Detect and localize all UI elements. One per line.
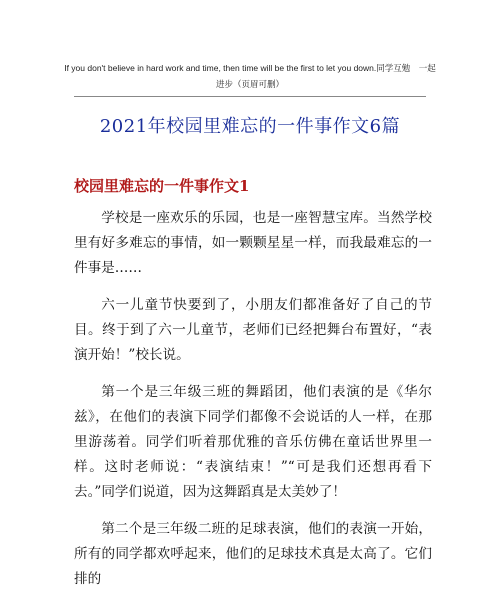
page-header-note: If you don't believe in hard work and time, then time will be the first to let you down.同学互勉 一起进步（页眉可删） xyxy=(64,63,436,89)
paragraph: 第二个是三年级二班的足球表演，他们的表演一开始，所有的同学都欢呼起来，他们的足球技术真是太高了。它们排的 xyxy=(74,521,432,587)
section-heading: 校园里难忘的一件事作文1 xyxy=(74,177,250,195)
paragraph: 第一个是三年级三班的舞蹈团，他们表演的是《华尔兹》，在他们的表演下同学们都像不会说话的人一样，在那里游荡着。同学们听着那优雅的音乐仿佛在童话世界里一样。这时老师说：“表演结束！”“可是我们还想再看下去。”同学们说道，因为这舞蹈真是太美妙了！ xyxy=(74,384,432,500)
header-divider xyxy=(74,96,426,97)
paragraph: 六一儿童节快要到了，小朋友们都准备好了自己的节目。终于到了六一儿童节，老师们已经把舞台布置好，“表演开始！”校长说。 xyxy=(74,297,432,363)
paragraph: 学校是一座欢乐的乐园，也是一座智慧宝库。当然学校里有好多难忘的事情，如一颗颗星星一样，而我最难忘的一件事是…… xyxy=(74,210,432,276)
document-title: 2021年校园里难忘的一件事作文6篇 xyxy=(99,116,401,137)
document-body xyxy=(74,206,432,604)
